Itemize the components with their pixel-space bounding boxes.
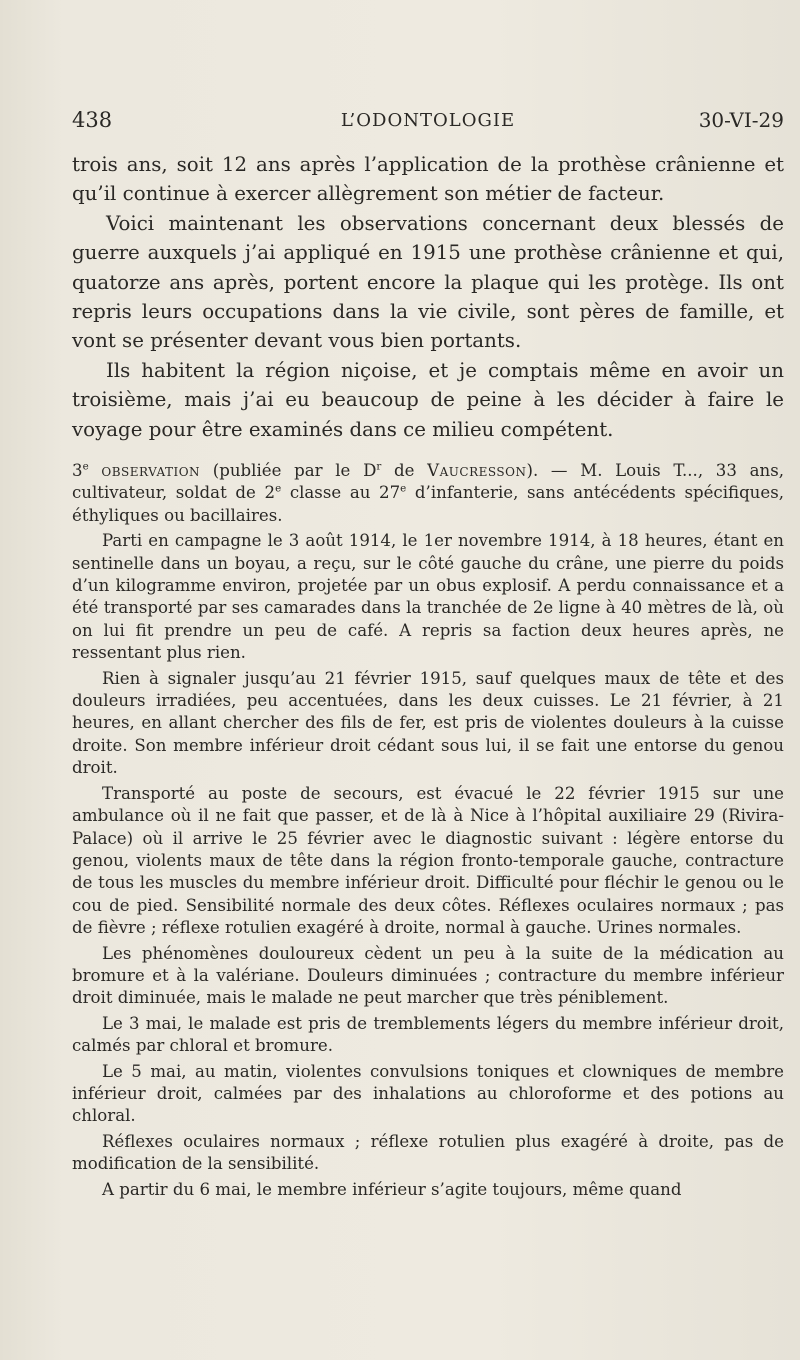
regiment-sup: e	[400, 482, 407, 495]
observation-published-prefix: (publiée par le D	[212, 461, 377, 480]
body-paragraph: A partir du 6 mai, le membre inférieur s’agite toujours, même quand	[102, 1179, 682, 1199]
observation-heading-paragraph: 3e observation (publiée par le $D^r$ de Vaucresson). — M. Louis T..., 33 ans, cultivateur, soldat de 2e classe au 27e d’infanterie, sans antécédents spécifiques, éthyliques ou bacillaires.	[72, 460, 784, 525]
intro-text	[72, 150, 784, 444]
observation-author: Vaucresson	[427, 461, 527, 480]
observation-label: observation	[101, 461, 201, 480]
body-paragraph: Le 5 mai, au matin, violentes convulsions toniques et clowniques de membre inférieur droit, calmées par des inhalations au chloroforme et des potions au chloral.	[72, 1061, 784, 1126]
intro-paragraph: trois ans, soit 12 ans après l’application de la prothèse crânienne et qu’il continue à exercer allègrement son métier de facteur.	[72, 153, 784, 206]
page-number: 438	[72, 108, 113, 132]
body-paragraph: Transporté au poste de secours, est évacué le 22 février 1915 sur une ambulance où il ne fait que passer, et de là à Nice à l’hôpital auxiliaire 29 (Rivira-Palace) où il arrive le 25 février avec le diagnostic suivant : légère entorse du genou, violents maux de tête dans la région fronto-temporale gauche, contracture de tous les muscles du membre inférieur droit. Difficulté pour fléchir le genou ou le cou de pied. Sensibilité normale des deux côtes. Réflexes oculaires normaux ; pas de fièvre ; réflexe rotulien exagéré à droite, normal à gauche. Urines normales.	[72, 783, 784, 938]
body-paragraph: Le 3 mai, le malade est pris de tremblements légers du membre inférieur droit, calmés par chloral et bromure.	[72, 1013, 784, 1056]
observation-number: 3	[72, 461, 83, 480]
body-paragraph: Les phénomènes douloureux cèdent un peu à la suite de la médication au bromure et à la valériane. Douleurs diminuées ; contracture du membre inférieur droit diminuée, mais le malade ne peut marcher que très péniblement.	[72, 943, 784, 1008]
journal-title: L’ODONTOLOGIE	[340, 110, 516, 131]
body-paragraph: Rien à signaler jusqu’au 21 février 1915, sauf quelques maux de tête et des douleurs irradiées, peu accentuées, dans les deux cuisses. Le 21 février, à 21 heures, en allant chercher des fils de fer, est pris de violentes douleurs à la cuisse droite. Son membre inférieur droit cédant sous lui, il se fait une entorse du genou droit.	[72, 668, 784, 778]
observation-published-suffix: ). — M. Louis T..., 33 ans, cultivateur, soldat de 2	[72, 461, 784, 503]
observation-text	[72, 460, 784, 1204]
intro-paragraph: Ils habitent la région niçoise, et je comptais même en avoir un troisième, mais j’ai eu beaucoup de peine à les décider à faire le voyage pour être examinés dans ce milieu compétent.	[72, 358, 784, 441]
body-paragraph: Parti en campagne le 3 août 1914, le 1er novembre 1914, à 18 heures, étant en sentinelle dans un boyau, a reçu, sur le côté gauche du crâne, une pierre du poids d’un kilogramme environ, projetée par un obus explosif. A perdu connaissance et a été transporté par ses camarades dans la tranchée de 2e ligne à 40 mètres de là, où on lui fit prendre un peu de café. A repris sa faction deux heures après, ne ressentant plus rien.	[72, 531, 784, 663]
intro-paragraph: Voici maintenant les observations concernant deux blessés de guerre auxquels j’ai appliqué en 1915 une prothèse crânienne et qui, quatorze ans après, portent encore la plaque qui les protège. Ils ont repris leurs occupations dans la vie civile, sont pères de famille, et vont se présenter devant vous bien portants.	[72, 211, 784, 353]
running-header	[72, 108, 784, 138]
observation-number-sup: e	[82, 460, 89, 473]
class-sup: e	[275, 482, 282, 495]
body-paragraph: Réflexes oculaires normaux ; réflexe rotulien plus exagéré à droite, pas de modification de la sensibilité.	[72, 1131, 784, 1174]
doctor-sup: r	[376, 460, 382, 473]
observation-class-text: classe au 27	[281, 483, 401, 503]
issue-date: 30-VI-29	[698, 108, 784, 132]
observation-text-end: d’infanterie, sans antécédents spécifiques, éthyliques ou bacillaires.	[72, 483, 784, 525]
